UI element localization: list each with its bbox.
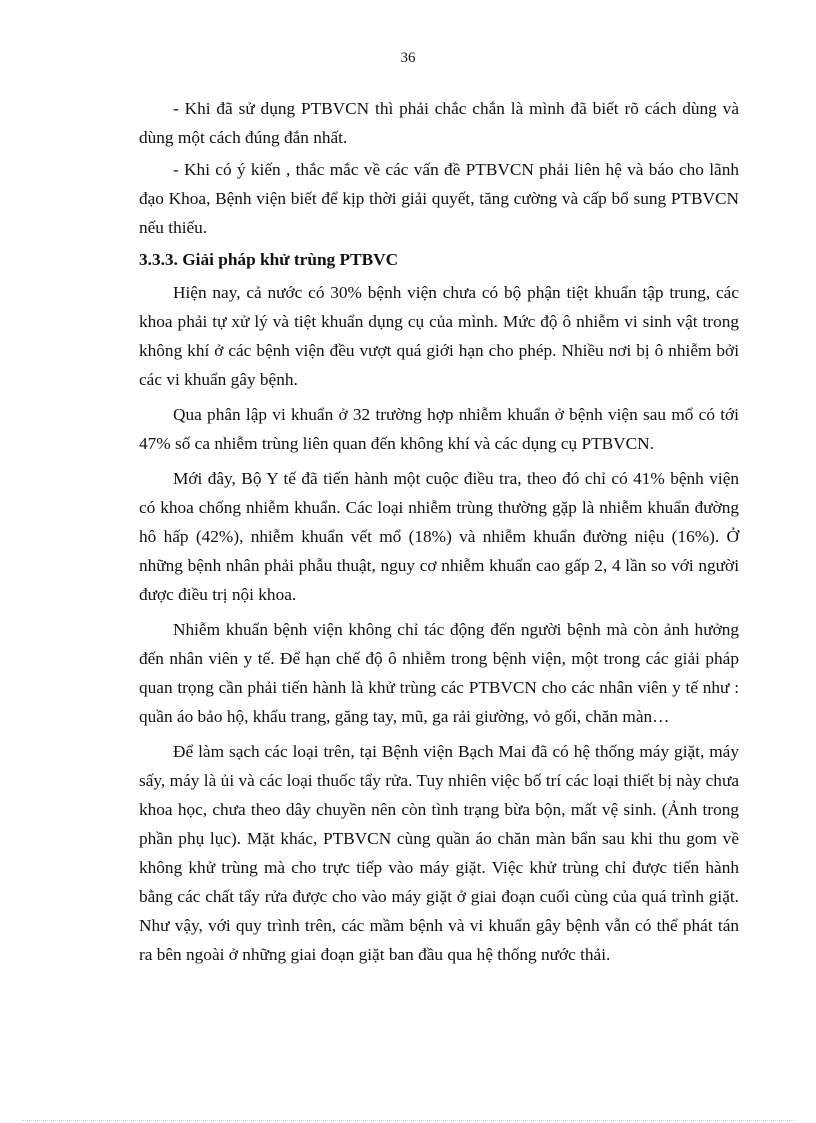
- paragraph: Nhiễm khuẩn bệnh viện không chỉ tác động đến người bệnh mà còn ảnh hưởng đến nhân viên y tế. Để hạn chế độ ô nhiễm trong bệnh viện, một trong các giải pháp quan trọng cần phải tiến hành là khử trùng các PTBVCN cho các nhân viên y tế như : quần áo bảo hộ, khẩu trang, găng tay, mũ, ga rải giường, vỏ gối, chăn màn…: [139, 620, 739, 726]
- page-number: 36: [400, 50, 416, 66]
- paragraph: Hiện nay, cả nước có 30% bệnh viện chưa có bộ phận tiệt khuẩn tập trung, các khoa phải tự xử lý và tiệt khuẩn dụng cụ của mình. Mức độ ô nhiễm vi sinh vật trong không khí ở các bệnh viện đều vượt quá giới hạn cho phép. Nhiều nơi bị ô nhiễm bởi các vi khuẩn gây bệnh.: [139, 283, 739, 389]
- paragraph: Để làm sạch các loại trên, tại Bệnh viện Bạch Mai đã có hệ thống máy giặt, máy sấy, máy là ủi và các loại thuốc tẩy rửa. Tuy nhiên việc bố trí các loại thiết bị này chưa khoa học, chưa theo dây chuyền nên còn tình trạng bừa bộn, mất vệ sinh. (Ảnh trong phần phụ lục). Mặt khác, PTBVCN cùng quần áo chăn màn bẩn sau khi thu gom về không khử trùng mà cho trực tiếp vào máy giặt. Việc khử trùng chỉ được tiến hành bằng các chất tẩy rửa được cho vào máy giặt ở giai đoạn cuối cùng của quá trình giặt. Như vậy, với quy trình trên, các mầm bệnh và vi khuẩn gây bệnh vẫn có thể phát tán ra bên ngoài ở những giai đoạn giặt ban đầu qua hệ thống nước thải.: [139, 742, 739, 964]
- paragraph: - Khi đã sử dụng PTBVCN thì phải chắc chắn là mình đã biết rõ cách dùng và dùng một cách đúng đắn nhất.: [139, 99, 739, 147]
- paragraph: Mới đây, Bộ Y tế đã tiến hành một cuộc điều tra, theo đó chỉ có 41% bệnh viện có khoa chống nhiễm khuẩn. Các loại nhiễm trùng thường gặp là nhiễm khuẩn đường hô hấp (42%), nhiễm khuẩn vết mổ (18%) và nhiễm khuẩn đường niệu (16%). Ở những bệnh nhân phải phẫu thuật, nguy cơ nhiễm khuẩn cao gấp 2, 4 lần so với người được điều trị nội khoa.: [139, 469, 739, 604]
- paragraph: - Khi có ý kiến , thắc mắc về các vấn đề PTBVCN phải liên hệ và báo cho lãnh đạo Khoa, Bệnh viện biết để kịp thời giải quyết, tăng cường và cấp bổ sung PTBVCN nếu thiếu.: [139, 160, 739, 237]
- paragraph: Qua phân lập vi khuẩn ở 32 trường hợp nhiễm khuẩn ở bệnh viện sau mổ có tới 47% số ca nhiễm trùng liên quan đến không khí và các dụng cụ PTBVCN.: [139, 405, 739, 453]
- footer-divider: [22, 1120, 794, 1121]
- section-heading: 3.3.3. Giải pháp khử trùng PTBVC: [139, 250, 399, 269]
- page-content: [139, 94, 739, 975]
